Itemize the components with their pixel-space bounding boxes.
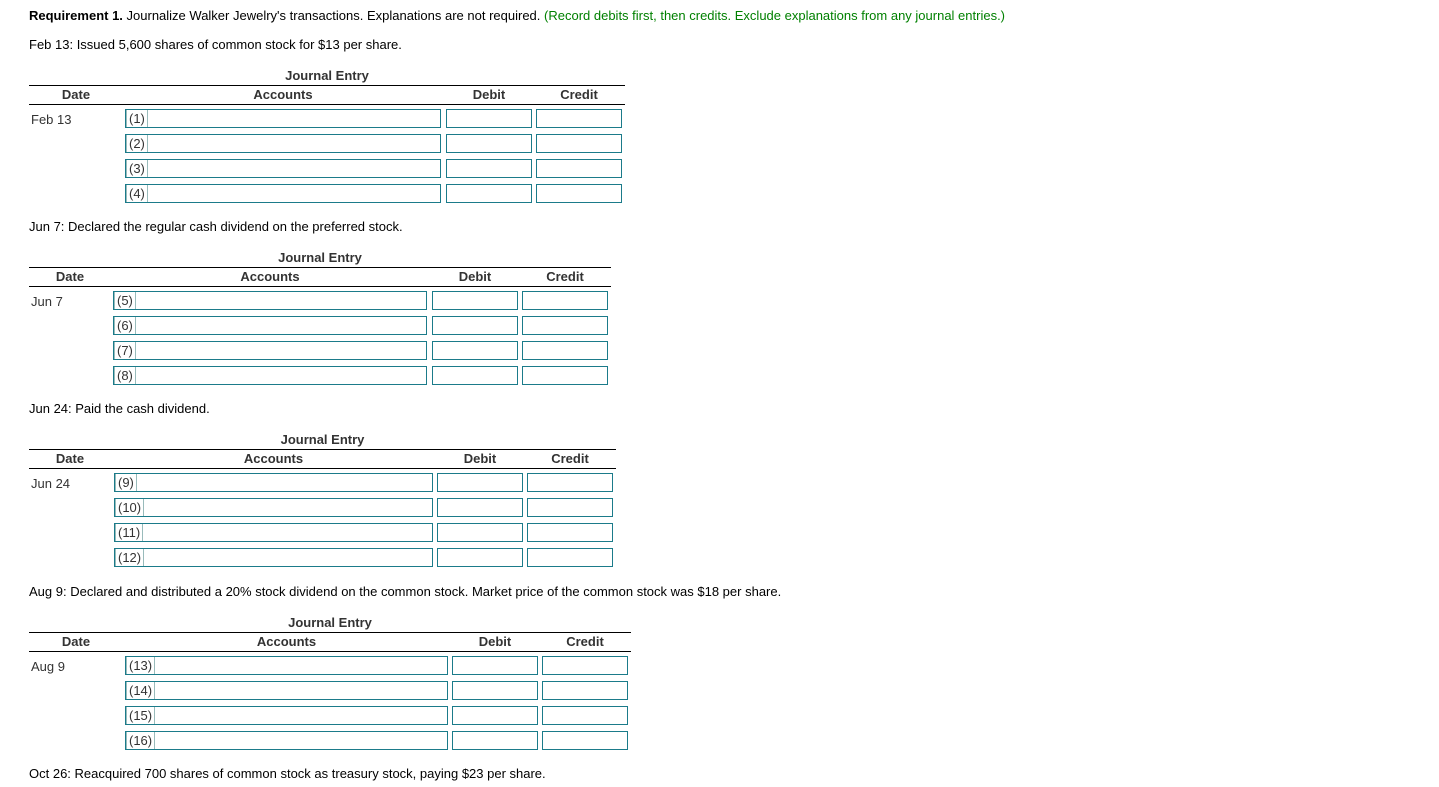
row-number: (11) (115, 524, 143, 541)
credit-input[interactable] (536, 134, 622, 153)
row-number: (15) (126, 707, 155, 724)
entry-date: Feb 13 (31, 112, 72, 127)
debit-input[interactable] (437, 473, 523, 492)
row-number: (13) (126, 657, 155, 674)
account-input[interactable] (125, 681, 448, 700)
accounts-header: Accounts (256, 634, 317, 649)
debit-header: Debit (463, 451, 497, 466)
entry-prompt-aug9: Aug 9: Declared and distributed a 20% stock dividend on the common stock. Market price of the common stock was $18 per share. (29, 584, 782, 599)
credit-input[interactable] (542, 731, 628, 750)
row-number: (1) (126, 110, 148, 127)
account-input[interactable] (125, 184, 441, 203)
credit-input[interactable] (522, 316, 608, 335)
credit-input[interactable] (527, 523, 613, 542)
table-row (29, 731, 631, 752)
journal-entry-title: Journal Entry (29, 249, 611, 268)
account-input[interactable] (125, 656, 448, 675)
credit-input[interactable] (522, 341, 608, 360)
debit-header: Debit (458, 269, 492, 284)
table-row (29, 656, 631, 677)
account-input[interactable] (113, 366, 427, 385)
journal-entry-title: Journal Entry (29, 614, 631, 633)
entry-date: Jun 24 (31, 476, 71, 491)
debit-input[interactable] (432, 341, 518, 360)
debit-input[interactable] (446, 134, 532, 153)
requirement-body: Journalize Walker Jewelry's transactions. Explanations are not required. (122, 8, 545, 23)
debit-input[interactable] (452, 656, 538, 675)
entry-prompt-jun7: Jun 7: Declared the regular cash dividend on the preferred stock. (29, 219, 403, 234)
credit-input[interactable] (536, 109, 622, 128)
row-number: (8) (114, 367, 136, 384)
table-row (29, 134, 625, 155)
debit-input[interactable] (437, 498, 523, 517)
debit-input[interactable] (437, 548, 523, 567)
table-row (29, 548, 616, 569)
table-row (29, 366, 611, 387)
row-number: (2) (126, 135, 148, 152)
table-row (29, 184, 625, 205)
accounts-header: Accounts (240, 269, 300, 284)
journal-entry-header (29, 86, 625, 105)
table-row (29, 341, 611, 362)
credit-input[interactable] (536, 159, 622, 178)
journal-entry-title: Journal Entry (29, 67, 625, 86)
debit-input[interactable] (432, 366, 518, 385)
debit-input[interactable] (446, 109, 532, 128)
credit-input[interactable] (542, 681, 628, 700)
row-number: (5) (114, 292, 136, 309)
debit-input[interactable] (452, 681, 538, 700)
credit-input[interactable] (527, 473, 613, 492)
credit-input[interactable] (527, 498, 613, 517)
journal-entry-jun7 (29, 249, 611, 391)
journal-entry-feb13 (29, 67, 625, 209)
journal-entry-title: Journal Entry (29, 431, 616, 450)
date-header: Date (55, 269, 85, 284)
row-number: (6) (114, 317, 136, 334)
account-input[interactable] (114, 498, 433, 517)
credit-input[interactable] (522, 366, 608, 385)
requirement-text (29, 8, 1005, 23)
account-input[interactable] (113, 341, 427, 360)
debit-input[interactable] (446, 184, 532, 203)
account-input[interactable] (114, 523, 433, 542)
account-input[interactable] (125, 134, 441, 153)
account-input[interactable] (125, 706, 448, 725)
debit-input[interactable] (446, 159, 532, 178)
credit-header: Credit (551, 451, 589, 466)
credit-input[interactable] (527, 548, 613, 567)
debit-input[interactable] (452, 731, 538, 750)
table-row (29, 706, 631, 727)
accounts-header: Accounts (253, 87, 313, 102)
debit-input[interactable] (432, 316, 518, 335)
table-row (29, 109, 625, 130)
table-row (29, 473, 616, 494)
row-number: (4) (126, 185, 148, 202)
date-header: Date (61, 634, 91, 649)
debit-input[interactable] (437, 523, 523, 542)
debit-header: Debit (472, 87, 506, 102)
journal-entry-aug9 (29, 614, 631, 756)
entry-prompt-oct26: Oct 26: Reacquired 700 shares of common stock as treasury stock, paying $23 per share. (29, 766, 546, 781)
requirement-instruction: (Record debits first, then credits. Exclude explanations from any journal entries.) (544, 8, 1006, 23)
row-number: (3) (126, 160, 148, 177)
table-row (29, 523, 616, 544)
debit-header: Debit (478, 634, 512, 649)
row-number: (14) (126, 682, 155, 699)
credit-input[interactable] (522, 291, 608, 310)
journal-entry-header (29, 633, 631, 652)
row-number: (16) (126, 732, 155, 749)
account-input[interactable] (125, 109, 441, 128)
table-row (29, 316, 611, 337)
accounts-header: Accounts (243, 451, 304, 466)
journal-entry-header (29, 268, 611, 287)
row-number: (9) (115, 474, 137, 491)
credit-header: Credit (566, 634, 604, 649)
credit-input[interactable] (542, 706, 628, 725)
row-number: (10) (115, 499, 144, 516)
journal-entry-header (29, 450, 616, 469)
account-input[interactable] (113, 291, 427, 310)
entry-prompt-feb13: Feb 13: Issued 5,600 shares of common stock for $13 per share. (29, 37, 402, 52)
credit-header: Credit (560, 87, 598, 102)
row-number: (7) (114, 342, 136, 359)
account-input[interactable] (114, 473, 433, 492)
account-input[interactable] (125, 159, 441, 178)
account-input[interactable] (125, 731, 448, 750)
date-header: Date (55, 451, 85, 466)
entry-date: Jun 7 (31, 294, 63, 309)
debit-input[interactable] (452, 706, 538, 725)
date-header: Date (61, 87, 91, 102)
credit-input[interactable] (542, 656, 628, 675)
requirement-label: Requirement 1. (29, 8, 123, 23)
journal-entry-jun24 (29, 431, 616, 573)
table-row (29, 159, 625, 180)
credit-input[interactable] (536, 184, 622, 203)
table-row (29, 291, 611, 312)
account-input[interactable] (113, 316, 427, 335)
row-number: (12) (115, 549, 144, 566)
debit-input[interactable] (432, 291, 518, 310)
account-input[interactable] (114, 548, 433, 567)
table-row (29, 681, 631, 702)
entry-date: Aug 9 (31, 659, 65, 674)
credit-header: Credit (546, 269, 584, 284)
entry-prompt-jun24: Jun 24: Paid the cash dividend. (29, 401, 210, 416)
table-row (29, 498, 616, 519)
